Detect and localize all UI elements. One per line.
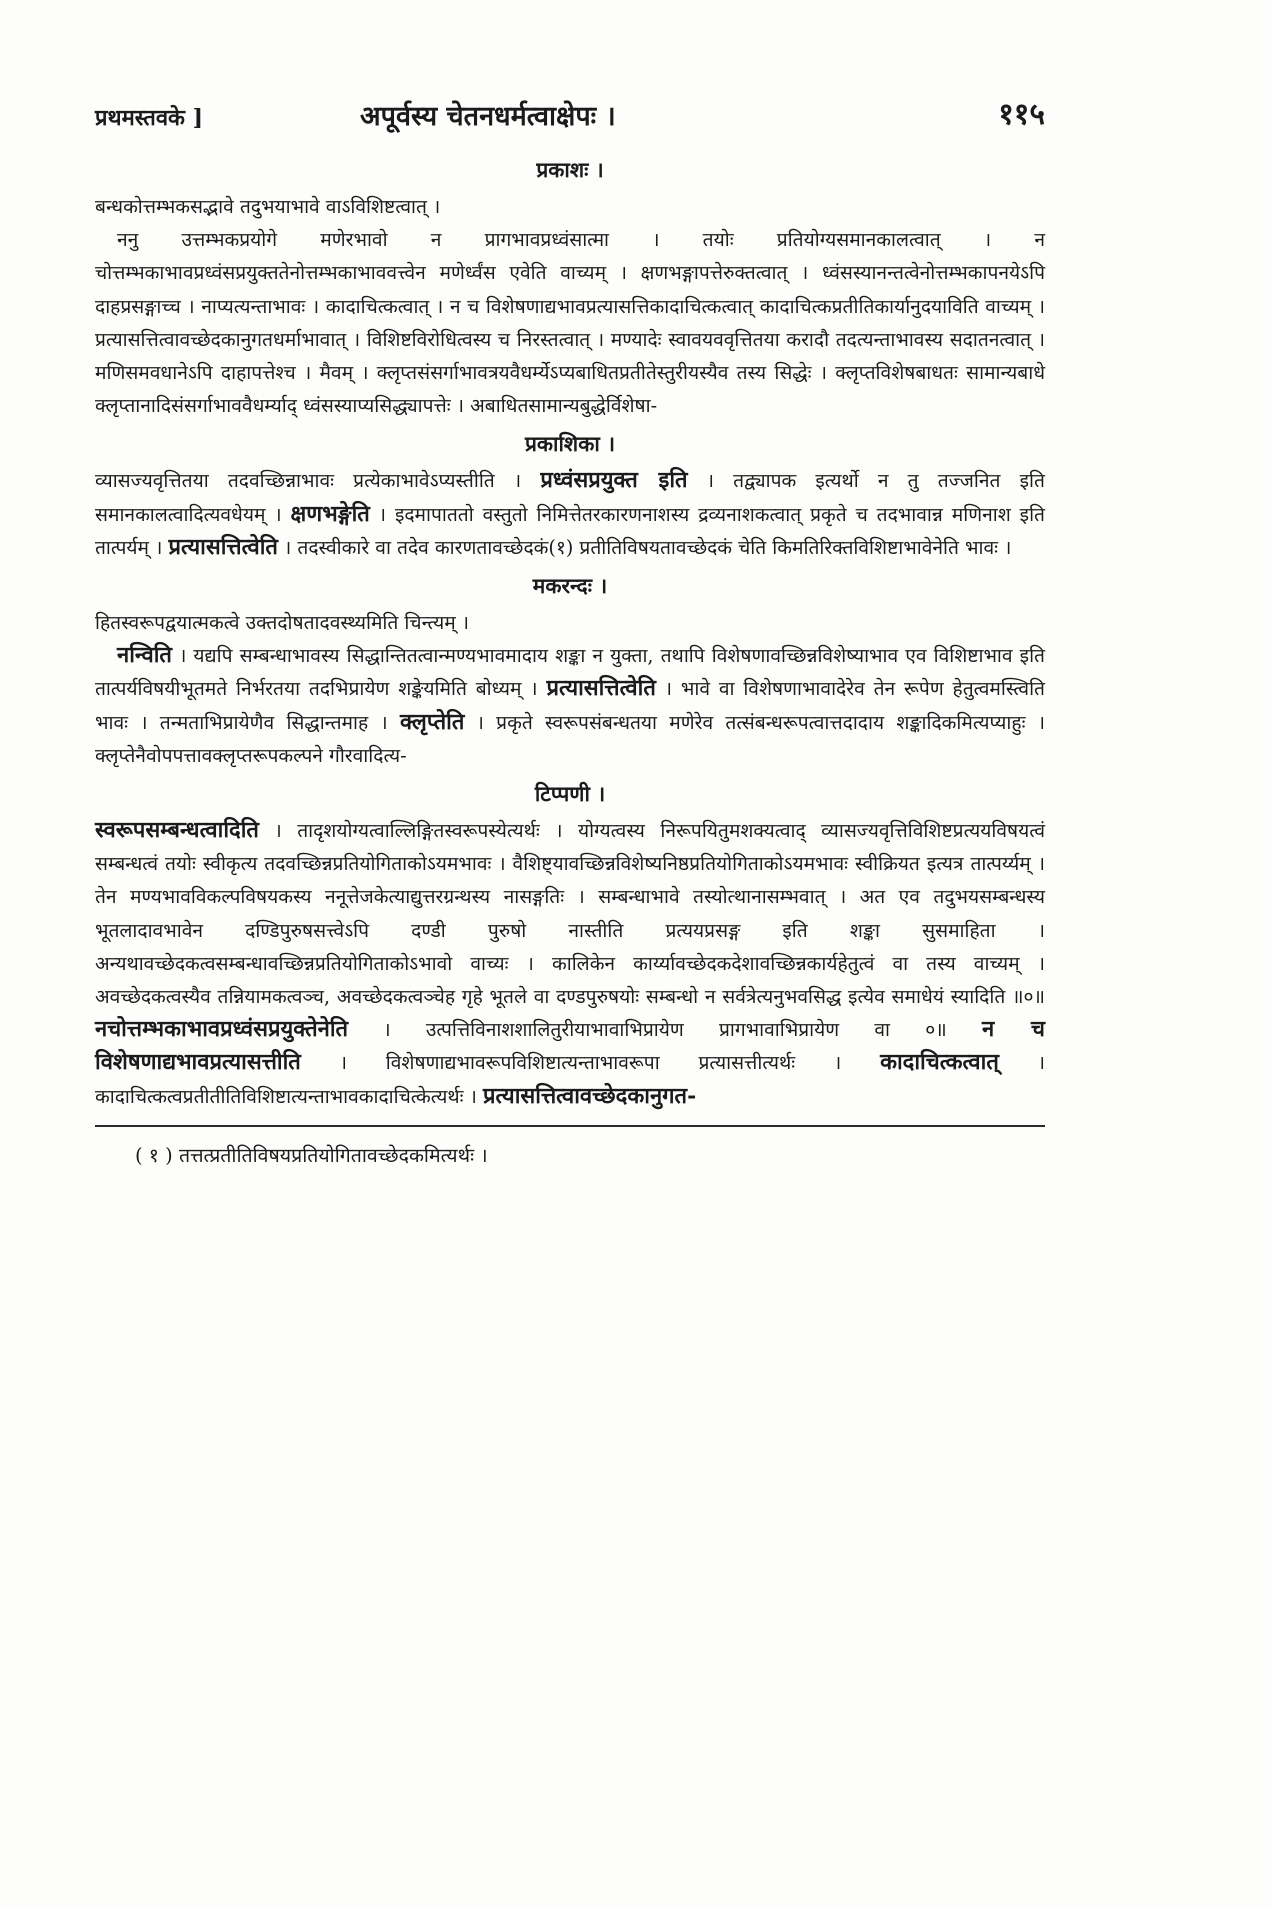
tippani-text-c: । विशेषणाद्यभावरूपविशिष्टात्यन्ताभावरूपा प्रत्यासत्तीत्यर्थः ।	[339, 1051, 842, 1075]
tippani-text	[95, 814, 1045, 1113]
prakashika-text-d: । तदस्वीकारे वा तदेव कारणतावच्छेदकं(१) प्रतीतिविषयतावच्छेदकं चेति किमतिरिक्तविशिष्टाभावेनेति भावः ।	[284, 535, 1012, 559]
makaranda-text	[95, 639, 1045, 772]
prakashika-lemma-1: प्रध्वंसप्रयुक्त इति	[540, 467, 688, 494]
makaranda-line-1: हितस्वरूपद्वयात्मकत्वे उक्तदोषतादवस्थ्यमिति चिन्त्यम् ।	[95, 611, 470, 635]
tippani-lemma-4: कादाचित्कत्वात्	[880, 1049, 999, 1076]
makaranda-text-a: । यद्यपि सम्बन्धाभावस्य सिद्धान्तितत्वान्मण्यभावमादाय शङ्का न युक्ता, तथापि विशेषणावच्छिन्नविशेष्याभाव एव विशिष्टाभाव इति तात्पर्यविषयीभूतमते निर्भरतया तदभिप्रायेण शङ्केयमिति बोध्यम् ।	[95, 644, 1045, 701]
makaranda-text-c: । प्रकृते स्वरूपसंबन्धतया मणेरेव तत्संबन्धरूपत्वात्तदादाय शङ्कादिकमित्यप्याहुः । क्लृप्तेनैवोपपत्तावक्लृप्तरूपकल्पने गौरवादित्य-	[95, 710, 1045, 767]
prakashika-heading: प्रकाशिका ।	[524, 431, 616, 457]
prakasha-text: ननु उत्तम्भकप्रयोगे मणेरभावो न प्रागभावप्रध्वंसात्मा । तयोः प्रतियोग्यसमानकालत्वात् । न चोत्तम्भकाभावप्रध्वंसप्रयुक्ततेनोत्तम्भकाभाववत्त्वेन मणेर्ध्वंस एवेति वाच्यम् । क्षणभङ्गापत्तेरुक्तत्वात् । ध्वंसस्यानन्तत्वेनोत्तम्भकापनयेऽपि दाहप्रसङ्गाच्च । नाप्यत्यन्ताभावः । कादाचित्कत्वात् । न च विशेषणाद्यभावप्रत्यासत्तिकादाचित्कत्वात् कादाचित्कप्रतीतिकार्यानुदयाविति वाच्यम् । प्रत्यासत्तित्वावच्छेदकानुगतधर्माभावात् । विशिष्टविरोधित्वस्य च निरस्तत्वात् । मण्यादेः स्वावयववृत्तितया करादौ तदत्यन्ताभावस्य सदातनत्वात् । मणिसमवधानेऽपि दाहापत्तेश्च । मैवम् । क्लृप्तसंसर्गाभावत्रयवैधर्म्येऽप्यबाधितप्रतीतेस्तुरीयस्यैव तस्य सिद्धेः । क्लृप्तविशेषबाधतः सामान्यबाधे क्लृप्तानादिसंसर्गाभाववैधर्म्याद् ध्वंसस्याप्यसिद्ध्यापत्तेः । अबाधितसामान्यबुद्धेर्विशेषा-	[95, 228, 1045, 418]
makaranda-lemma-1: नन्विति	[117, 642, 172, 669]
prakashika-text-b: । तद्व्यापक इत्यर्थो न तु तज्जनित इति समानकालत्वादित्यवधेयम् ।	[95, 469, 1045, 526]
prakashika-text-a: व्यासज्यवृत्तितया तदवच्छिन्नाभावः प्रत्येकाभावेऽप्यस्तीति ।	[95, 469, 522, 493]
footnote: ( १ ) तत्तत्प्रतीतिविषयप्रतियोगितावच्छेदकमित्यर्थः ।	[135, 1143, 488, 1167]
prakashika-lemma-3: प्रत्यासत्तित्वेति	[168, 533, 278, 560]
page-number: ११५	[998, 97, 1045, 132]
prakashika-text-c: । इदमापाततो वस्तुतो निमित्तेतरकारणनाशस्य द्रव्यनाशकत्वात् प्रकृते च तदभावान्न मणिनाश इति तात्पर्यम् ।	[95, 502, 1045, 559]
makaranda-heading: मकरन्दः ।	[532, 573, 608, 599]
tippani-heading: टिप्पणी ।	[534, 781, 606, 807]
chapter-label: प्रथमस्तवके ]	[95, 105, 204, 131]
tippani-text-b: । उत्पत्तिविनाशशालितुरीयाभावाभिप्रायेण प्रागभावाभिप्रायेण वा ०॥	[383, 1018, 947, 1042]
tippani-lemma-3: न च विशेषणाद्यभावप्रत्यासत्तीति	[95, 1016, 1045, 1076]
page	[95, 88, 1045, 1878]
prakasha-heading: प्रकाशः ।	[536, 157, 604, 182]
makaranda-text-b: । भावे वा विशेषणाभावादेरेव तेन रूपेण हेतुत्वमस्त्विति भावः । तन्मताभिप्रायेणैव सिद्धान्तमाह ।	[95, 677, 1045, 734]
tippani-text-d: । कादाचित्कत्वप्रतीतीतिविशिष्टात्यन्ताभावकादाचित्केत्यर्थः ।	[95, 1051, 1045, 1108]
tippani-lemma-2: नचोत्तम्भकाभावप्रध्वंसप्रयुक्तेनेति	[95, 1016, 349, 1043]
running-title: अपूर्वस्य चेतनधर्मत्वाक्षेपः ।	[360, 101, 616, 132]
prakasha-line-1: बन्धकोत्तम्भकसद्भावे तदुभयाभावे वाऽविशिष्टत्वात् ।	[95, 195, 441, 218]
makaranda-lemma-3: क्लृप्तेति	[399, 708, 465, 735]
prakashika-text	[95, 464, 1045, 564]
tippani-lemma-5: प्रत्यासत्तित्वावच्छेदकानुगत-	[483, 1082, 697, 1109]
page-header	[95, 88, 1045, 148]
prakashika-lemma-2: क्षणभङ्गेति	[290, 500, 370, 527]
makaranda-lemma-2: प्रत्यासत्तित्वेति	[546, 675, 656, 702]
footnote-separator	[95, 1125, 1045, 1127]
tippani-lemma-1: स्वरूपसम्बन्धत्वादिति	[95, 817, 259, 844]
tippani-text-a: । तादृशयोग्यत्वाल्लिङ्गितस्वरूपस्येत्यर्थः । योग्यत्वस्य निरूपयितुमशक्यत्वाद् व्यासज्यवृत्तिविशिष्टप्रत्ययविषयत्वं सम्बन्धत्वं तयोः स्वीकृत्य तदवच्छिन्नप्रतियोगिताकोऽयमभावः । वैशिष्ट्यावच्छिन्नविशेष्यनिष्ठप्रतियोगिताकोऽयमभावः स्वीक्रियत इत्यत्र तात्पर्य्यम् । तेन मण्यभावविकल्पविषयकस्य ननूत्तेजकेत्याद्युत्तरग्रन्थस्य नासङ्गतिः । सम्बन्धाभावे तस्योत्थानासम्भवात् । अत एव तदुभयसम्बन्धस्य भूतलादावभावेन दण्डिपुरुषसत्त्वेऽपि दण्डी पुरुषो नास्तीति प्रत्ययप्रसङ्ग इति शङ्का सुसमाहिता । अन्यथावच्छेदकत्वसम्बन्धावच्छिन्नप्रतियोगिताकोऽभावो वाच्यः । कालिकेन कार्य्यावच्छेदकदेशावच्छिन्नकार्यहेतुत्वं वा तस्य वाच्यम् । अवच्छेदकत्वस्यैव तन्नियामकत्वञ्च, अवच्छेदकत्वञ्चेह गृहे भूतले वा दण्डपुरुषयोः सम्बन्धो न सर्वत्रेत्यनुभवसिद्ध इत्येव समाधेयं स्यादिति ॥०॥	[95, 819, 1045, 1009]
